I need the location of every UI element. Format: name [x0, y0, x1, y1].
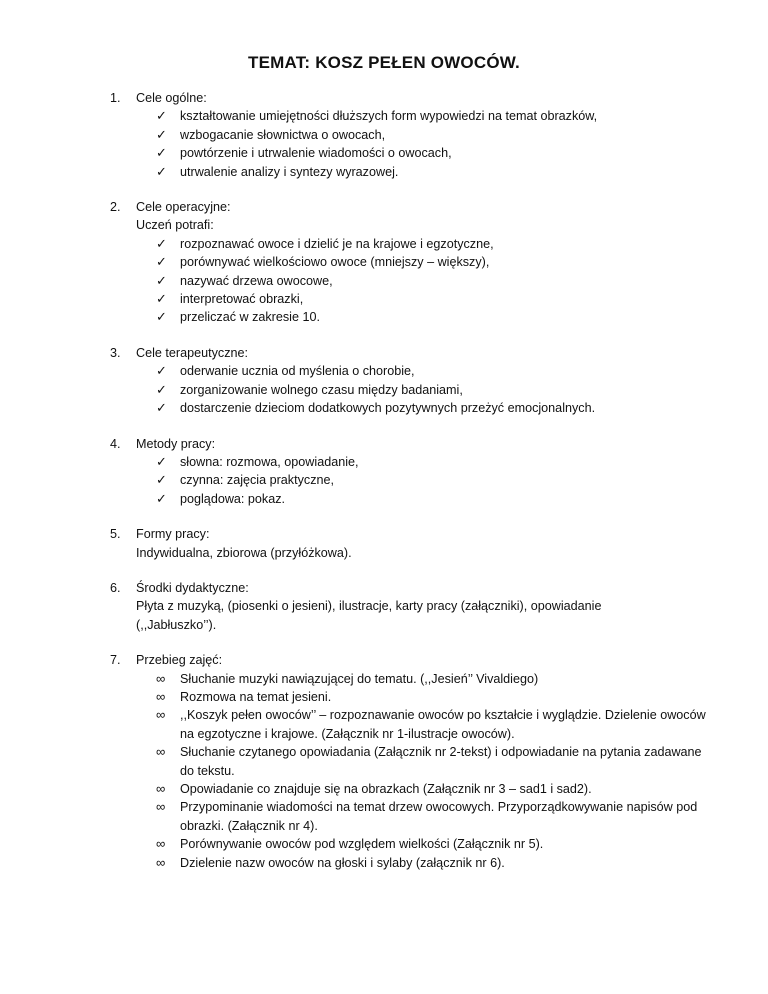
list-item-text: czynna: zajęcia praktyczne,: [180, 473, 334, 488]
list-item: [156, 253, 710, 271]
section-7: [110, 651, 710, 872]
list-item: [156, 399, 710, 417]
infinity-bullet-icon: ∞: [156, 799, 166, 815]
list-item-text: zorganizowanie wolnego czasu między badaniami,: [180, 382, 463, 397]
bullet-list: [110, 107, 710, 181]
section-heading-text: Środki dydaktyczne:: [136, 580, 249, 595]
list-item: [156, 835, 710, 853]
list-item: [156, 235, 710, 253]
list-item: [156, 453, 710, 471]
list-item: [156, 780, 710, 798]
section-heading-text: Cele terapeutyczne:: [136, 345, 249, 360]
list-item-text: wzbogacanie słownictwa o owocach,: [180, 127, 386, 142]
checkmark-icon: ✓: [156, 363, 167, 379]
bullet-list: [110, 362, 710, 417]
section-heading: [110, 344, 710, 362]
document-title: TEMAT: KOSZ PEŁEN OWOCÓW.: [248, 53, 520, 72]
list-item-text: nazywać drzewa owocowe,: [180, 273, 333, 288]
bullet-list: [110, 670, 710, 872]
infinity-bullet-icon: ∞: [156, 781, 166, 796]
section-number: 2.: [110, 200, 121, 215]
checkmark-icon: ✓: [156, 254, 167, 270]
list-item-text: Porównywanie owoców pod względem wielkości (Załącznik nr 5).: [180, 837, 544, 852]
checkmark-icon: ✓: [156, 490, 167, 506]
section-heading: [110, 651, 710, 669]
list-item-text: poglądowa: pokaz.: [180, 491, 286, 506]
list-item-text: Przypominanie wiadomości na temat drzew owocowych. Przyporządkowywanie napisów pod obrazki. (Załącznik nr 4).: [180, 800, 698, 833]
section-number: 3.: [110, 345, 121, 360]
section-heading-text: Formy pracy:: [136, 527, 210, 542]
section-text-line: Płyta z muzyką, (piosenki o jesieni), ilustracje, karty pracy (załączniki), opowiadanie: [136, 599, 602, 614]
section-5: [110, 525, 710, 562]
section-number: 7.: [110, 653, 121, 668]
section-heading-text: Cele ogólne:: [136, 91, 207, 105]
section-text-line: (,,Jabłuszko’’).: [136, 617, 217, 632]
checkmark-icon: ✓: [156, 309, 167, 325]
list-item: [156, 798, 710, 835]
list-item-text: rozpoznawać owoce i dzielić je na krajowe i egzotyczne,: [180, 236, 494, 251]
list-item: [156, 490, 710, 508]
list-item: [156, 163, 710, 181]
checkmark-icon: ✓: [156, 163, 167, 179]
checkmark-icon: ✓: [156, 235, 167, 251]
section-text-line: Indywidualna, zbiorowa (przyłóżkowa).: [136, 545, 352, 560]
section-4: [110, 435, 710, 509]
list-item: [156, 126, 710, 144]
list-item: [156, 144, 710, 162]
checkmark-icon: ✓: [156, 108, 167, 124]
list-item-text: Opowiadanie co znajduje się na obrazkach (Załącznik nr 3 – sad1 i sad2).: [180, 782, 592, 796]
section-2: [110, 198, 710, 327]
section-heading-text: Przebieg zajęć:: [136, 653, 223, 668]
section-heading: [110, 579, 710, 597]
list-item: [156, 107, 710, 125]
section-heading: [110, 435, 710, 453]
bullet-list: [110, 235, 710, 327]
infinity-bullet-icon: ∞: [156, 707, 166, 723]
checkmark-icon: ✓: [156, 145, 167, 161]
section-number: 5.: [110, 527, 121, 542]
infinity-bullet-icon: ∞: [156, 670, 166, 686]
infinity-bullet-icon: ∞: [156, 836, 166, 852]
list-item: [156, 670, 710, 688]
list-item-text: oderwanie ucznia od myślenia o chorobie,: [180, 364, 415, 379]
list-item-text: powtórzenie i utrwalenie wiadomości o owocach,: [180, 146, 452, 161]
list-item-text: Rozmowa na temat jesieni.: [180, 689, 332, 704]
list-item: [156, 688, 710, 706]
section-number: 4.: [110, 436, 121, 451]
checkmark-icon: ✓: [156, 453, 167, 469]
section-3: [110, 344, 710, 418]
checkmark-icon: ✓: [156, 291, 167, 307]
checkmark-icon: ✓: [156, 400, 167, 416]
infinity-bullet-icon: ∞: [156, 688, 166, 704]
list-item-text: Słuchanie czytanego opowiadania (Załącznik nr 2-tekst) i odpowiadanie na pytania zadawane do tekstu.: [180, 745, 702, 778]
list-item: [156, 308, 710, 326]
list-item-text: kształtowanie umiejętności dłuższych form wypowiedzi na temat obrazków,: [180, 109, 598, 124]
list-item-text: Dzielenie nazw owoców na głoski i sylaby (załącznik nr 6).: [180, 855, 505, 870]
section-number: 6.: [110, 580, 121, 595]
list-item: [156, 854, 710, 872]
list-item-text: dostarczenie dzieciom dodatkowych pozytywnych przeżyć emocjonalnych.: [180, 401, 596, 416]
bullet-list: [110, 453, 710, 508]
section-subheading: Uczeń potrafi:: [136, 218, 214, 233]
list-item-text: słowna: rozmowa, opowiadanie,: [180, 454, 359, 469]
section-list: [110, 89, 710, 889]
list-item-text: utrwalenie analizy i syntezy wyrazowej.: [180, 164, 399, 179]
list-item-text: ,,Koszyk pełen owoców’’ – rozpoznawanie owoców po kształcie i wyglądzie. Dzielenie owoców na egzotyczne i krajowe. (Załącznik nr 1-ilustracje owoców).: [180, 708, 706, 741]
infinity-bullet-icon: ∞: [156, 744, 166, 760]
list-item: [156, 381, 710, 399]
list-item-text: przeliczać w zakresie 10.: [180, 310, 320, 325]
list-item-text: interpretować obrazki,: [180, 292, 304, 307]
section-heading: [110, 89, 710, 107]
list-item: [156, 471, 710, 489]
list-item: [156, 272, 710, 290]
section-heading-text: Metody pracy:: [136, 436, 216, 451]
checkmark-icon: ✓: [156, 472, 167, 488]
section-1: [110, 89, 710, 181]
section-number: 1.: [110, 91, 121, 105]
section-6: [110, 579, 710, 634]
checkmark-icon: ✓: [156, 381, 167, 397]
list-item: [156, 362, 710, 380]
list-item: [156, 743, 710, 780]
section-heading: [110, 198, 710, 216]
checkmark-icon: ✓: [156, 272, 167, 288]
section-heading: [110, 525, 710, 543]
checkmark-icon: ✓: [156, 126, 167, 142]
list-item-text: Słuchanie muzyki nawiązującej do tematu. (,,Jesień’’ Vivaldiego): [180, 671, 539, 686]
infinity-bullet-icon: ∞: [156, 854, 166, 870]
list-item-text: porównywać wielkościowo owoce (mniejszy – większy),: [180, 255, 490, 270]
list-item: [156, 706, 710, 743]
section-heading-text: Cele operacyjne:: [136, 200, 231, 215]
list-item: [156, 290, 710, 308]
